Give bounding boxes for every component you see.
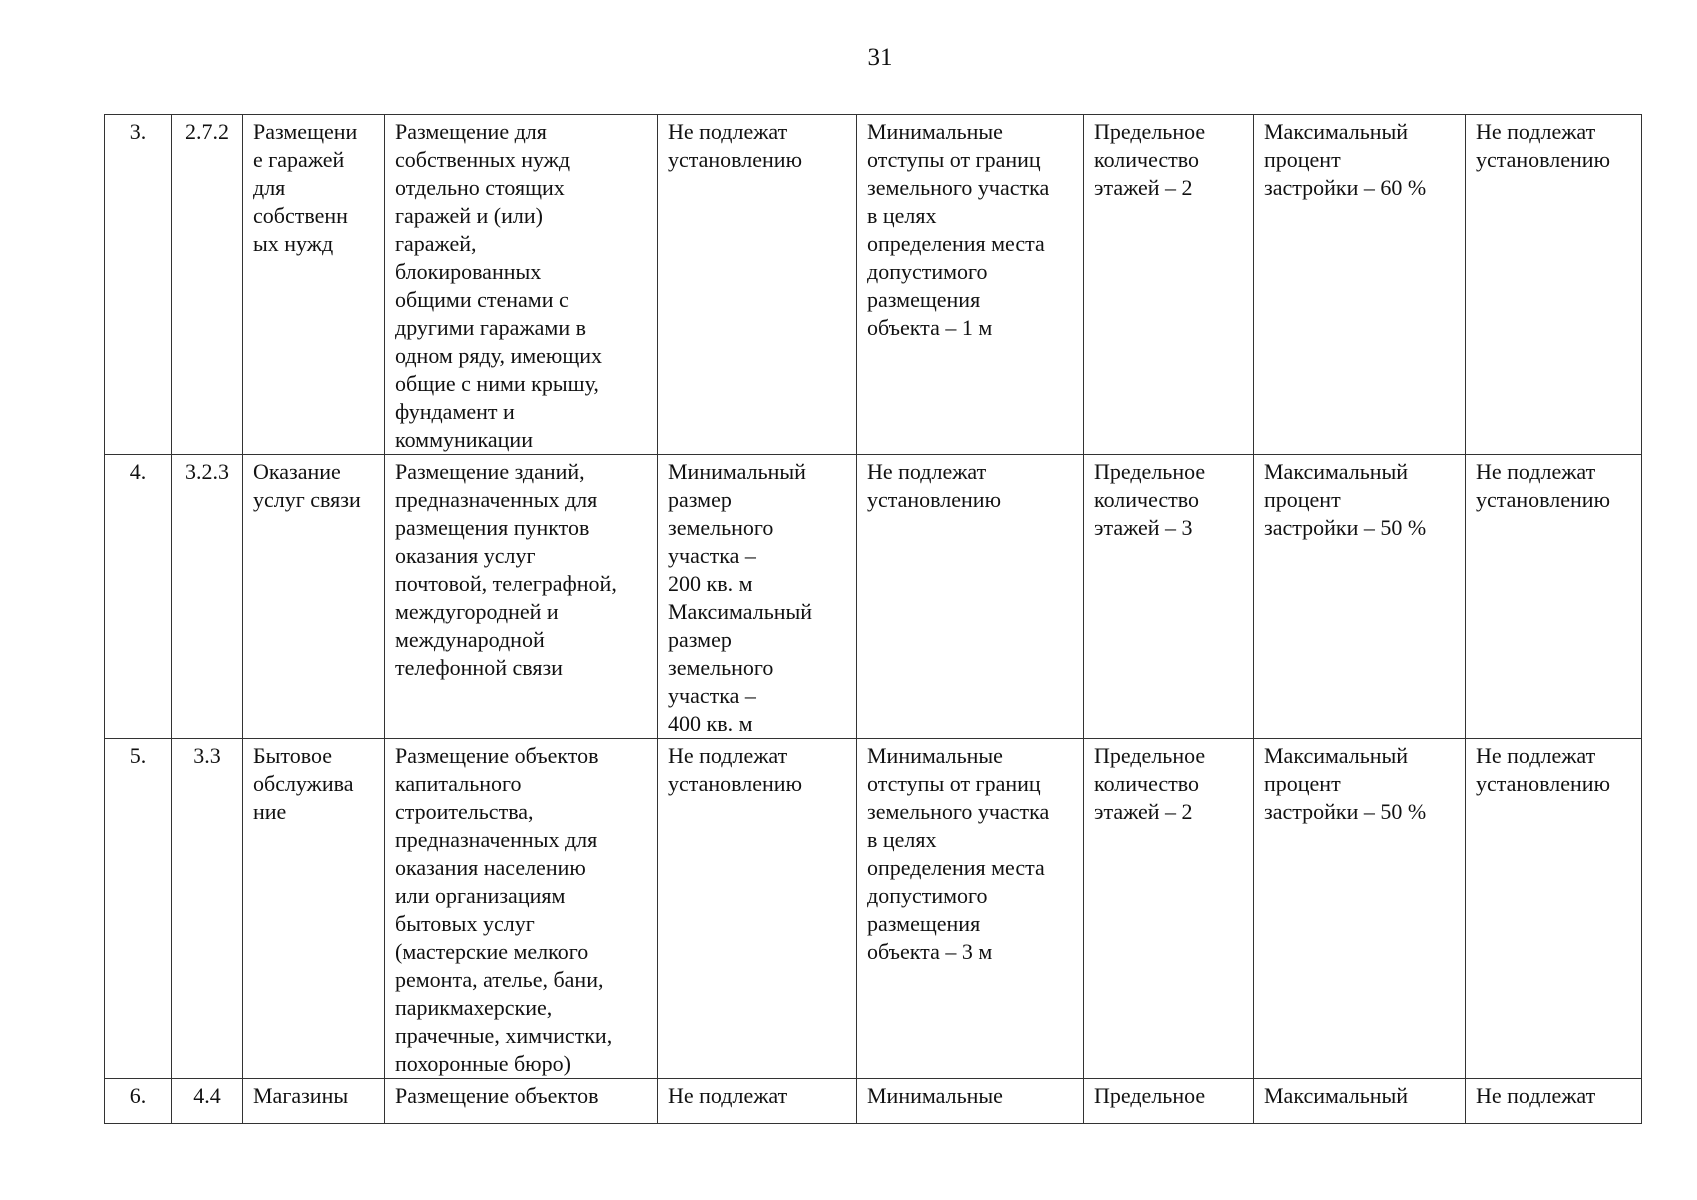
use-name: Магазины <box>243 1079 385 1124</box>
setback-limits: Минимальные отступы от границ земельного участка в целях определения места допустимого размещения объекта – 1 м <box>857 115 1084 455</box>
table-row <box>105 1079 1642 1124</box>
setback-limits: Минимальные отступы от границ земельного участка в целях определения места допустимого размещения объекта – 3 м <box>857 739 1084 1079</box>
use-code: 4.4 <box>172 1079 243 1124</box>
coverage-limits: Максимальный процент застройки – 60 % <box>1254 115 1466 455</box>
page-number: 31 <box>867 44 893 71</box>
table-row <box>105 739 1642 1079</box>
row-number: 3. <box>105 115 172 455</box>
coverage-limits: Максимальный процент застройки – 50 % <box>1254 455 1466 739</box>
floor-limits: Предельное количество этажей – 2 <box>1084 115 1254 455</box>
plot-size-limits: Не подлежат <box>658 1079 857 1124</box>
row-number: 4. <box>105 455 172 739</box>
use-description: Размещение для собственных нужд отдельно стоящих гаражей и (или) гаражей, блокированных общими стенами с другими гаражами в одном ряду, имеющих общие с ними крышу, фундамент и коммуникации <box>385 115 658 455</box>
floor-limits: Предельное <box>1084 1079 1254 1124</box>
table-row <box>105 115 1642 455</box>
row-number: 6. <box>105 1079 172 1124</box>
use-code: 2.7.2 <box>172 115 243 455</box>
other-limits: Не подлежат установлению <box>1466 455 1642 739</box>
other-limits: Не подлежат установлению <box>1466 739 1642 1079</box>
use-name: Размещени е гаражей для собственн ых нужд <box>243 115 385 455</box>
zoning-table <box>104 114 1642 1124</box>
setback-limits: Минимальные <box>857 1079 1084 1124</box>
other-limits: Не подлежат <box>1466 1079 1642 1124</box>
floor-limits: Предельное количество этажей – 3 <box>1084 455 1254 739</box>
table-row <box>105 455 1642 739</box>
use-name: Бытовое обслужива ние <box>243 739 385 1079</box>
row-number: 5. <box>105 739 172 1079</box>
use-description: Размещение объектов капитального строительства, предназначенных для оказания населению или организациям бытовых услуг (мастерские мелкого ремонта, ателье, бани, парикмахерские, прачечные, химчистки, похоронные бюро) <box>385 739 658 1079</box>
coverage-limits: Максимальный процент застройки – 50 % <box>1254 739 1466 1079</box>
setback-limits: Не подлежат установлению <box>857 455 1084 739</box>
use-code: 3.3 <box>172 739 243 1079</box>
plot-size-limits: Не подлежат установлению <box>658 115 857 455</box>
use-code: 3.2.3 <box>172 455 243 739</box>
plot-size-limits: Минимальный размер земельного участка – 200 кв. м Максимальный размер земельного участка – 400 кв. м <box>658 455 857 739</box>
plot-size-limits: Не подлежат установлению <box>658 739 857 1079</box>
coverage-limits: Максимальный <box>1254 1079 1466 1124</box>
other-limits: Не подлежат установлению <box>1466 115 1642 455</box>
floor-limits: Предельное количество этажей – 2 <box>1084 739 1254 1079</box>
use-name: Оказание услуг связи <box>243 455 385 739</box>
use-description: Размещение зданий, предназначенных для размещения пунктов оказания услуг почтовой, телеграфной, междугородней и международной телефонной связи <box>385 455 658 739</box>
use-description: Размещение объектов <box>385 1079 658 1124</box>
